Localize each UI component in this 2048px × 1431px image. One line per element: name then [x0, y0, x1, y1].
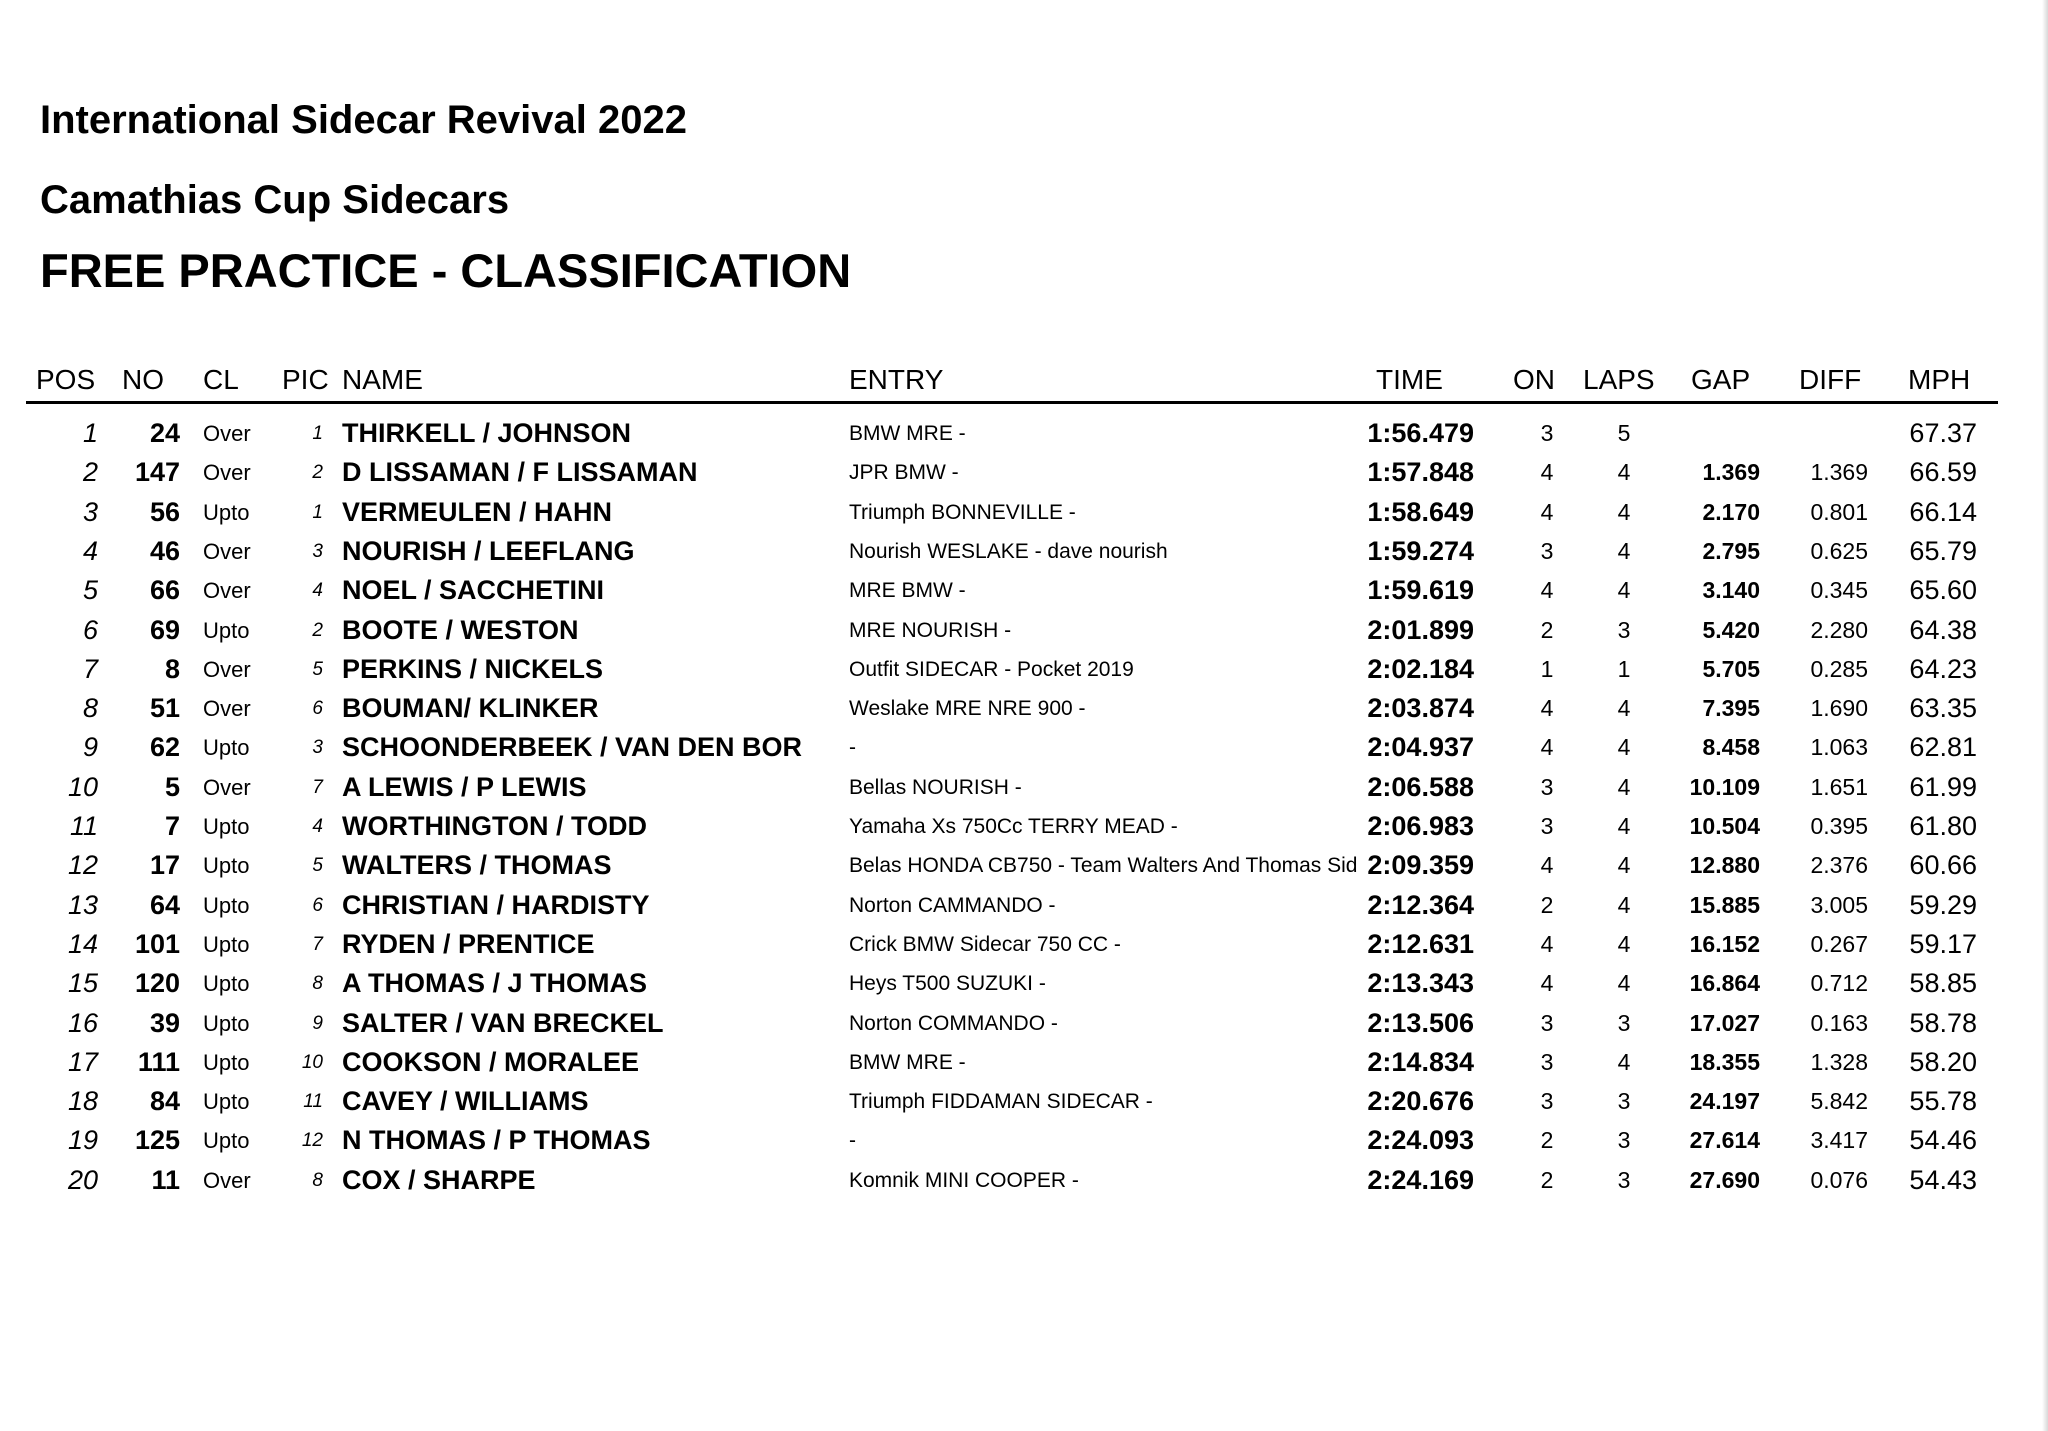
cell-mph: 61.80: [1909, 811, 1977, 841]
cell-pos: 13: [67, 889, 98, 920]
cell-gap: 1.369: [1702, 459, 1760, 486]
cell-name: SALTER / VAN BRECKEL: [342, 1007, 664, 1038]
cell-diff: 1.690: [1810, 695, 1868, 722]
cell-laps: 4: [1617, 498, 1631, 525]
cell-name: WALTERS / THOMAS: [342, 850, 612, 881]
cell-pic: 4: [312, 580, 323, 602]
cell-diff: 0.712: [1810, 970, 1868, 997]
cell-diff: 2.376: [1810, 852, 1868, 879]
cell-laps: 4: [1617, 537, 1631, 564]
cell-time: 2:24.093: [1367, 1125, 1474, 1156]
cell-time: 1:58.649: [1367, 496, 1474, 527]
table-row: [0, 728, 2048, 767]
cell-on: 2: [1540, 1166, 1554, 1193]
cell-on: 4: [1540, 852, 1554, 879]
cell-no: 69: [149, 614, 180, 645]
cell-time: 2:24.169: [1367, 1164, 1474, 1195]
col-header-laps: LAPS: [1583, 364, 1655, 395]
cell-no: 64: [149, 889, 180, 920]
cell-mph: 59.29: [1909, 889, 1977, 920]
cell-cl: Upto: [203, 1128, 250, 1154]
cell-no: 51: [149, 693, 180, 724]
cell-on: 2: [1540, 1127, 1554, 1154]
cell-gap: 15.885: [1689, 891, 1760, 918]
col-header-no: NO: [122, 364, 164, 395]
cell-on: 3: [1540, 420, 1554, 446]
cell-time: 2:20.676: [1367, 1086, 1474, 1117]
cell-gap: 16.152: [1689, 930, 1760, 957]
cell-pos: 4: [82, 535, 98, 566]
cell-name: THIRKELL / JOHNSON: [342, 418, 632, 448]
cell-mph: 62.81: [1909, 732, 1977, 763]
cell-gap: 7.395: [1702, 695, 1760, 722]
cell-time: 1:57.848: [1367, 457, 1474, 488]
cell-laps: 4: [1617, 1048, 1631, 1075]
cell-pos: 19: [67, 1125, 98, 1156]
cell-name: WORTHINGTON / TODD: [342, 811, 647, 841]
class-title: Camathias Cup Sidecars: [40, 178, 510, 222]
table-row: [0, 571, 2048, 610]
cell-laps: 4: [1617, 970, 1631, 997]
table-row: [0, 807, 2048, 846]
cell-cl: Over: [203, 538, 251, 564]
cell-pos: 15: [67, 968, 98, 999]
cell-mph: 60.66: [1909, 850, 1977, 881]
col-header-entry: ENTRY: [849, 364, 944, 395]
table-row: [0, 846, 2048, 885]
cell-on: 4: [1540, 459, 1554, 486]
cell-gap: 24.197: [1689, 1088, 1760, 1115]
cell-laps: 4: [1617, 852, 1631, 879]
cell-pos: 11: [69, 811, 98, 841]
cell-mph: 63.35: [1909, 693, 1977, 724]
cell-pos: 9: [82, 732, 98, 763]
table-row: [0, 1043, 2048, 1082]
cell-on: 4: [1540, 734, 1554, 761]
cell-mph: 61.99: [1909, 771, 1977, 802]
table-row: [0, 650, 2048, 689]
cell-laps: 3: [1617, 1127, 1631, 1154]
cell-time: 2:06.588: [1367, 771, 1474, 802]
col-header-diff: DIFF: [1799, 364, 1862, 395]
cell-diff: 0.395: [1810, 813, 1868, 839]
cell-time: 2:04.937: [1367, 732, 1474, 763]
cell-on: 2: [1540, 891, 1554, 918]
cell-no: 5: [164, 771, 180, 802]
cell-mph: 58.20: [1909, 1046, 1977, 1077]
cell-cl: Over: [203, 774, 251, 800]
cell-cl: Upto: [203, 499, 250, 525]
cell-diff: 1.369: [1810, 459, 1868, 486]
cell-diff: 0.625: [1810, 537, 1868, 564]
cell-entry: Belas HONDA CB750 - Team Walters And Thomas Sid: [849, 854, 1358, 878]
cell-laps: 4: [1617, 577, 1631, 604]
col-header-pos: POS: [36, 364, 96, 395]
cell-gap: 2.795: [1702, 537, 1760, 564]
cell-no: 62: [149, 732, 180, 763]
table-row: [0, 493, 2048, 532]
cell-gap: 8.458: [1702, 734, 1760, 761]
col-header-time: TIME: [1376, 364, 1443, 395]
cell-name: A THOMAS / J THOMAS: [342, 968, 648, 999]
cell-laps: 4: [1617, 891, 1631, 918]
cell-cl: Over: [203, 578, 251, 604]
cell-pic: 6: [312, 894, 323, 916]
cell-diff: 5.842: [1810, 1088, 1868, 1115]
cell-diff: 0.345: [1810, 577, 1868, 604]
cell-time: 2:06.983: [1367, 811, 1474, 841]
table-row: [0, 414, 2048, 453]
table-row: [0, 1161, 2048, 1200]
cell-entry: Triumph BONNEVILLE -: [849, 500, 1076, 524]
cell-pic: 1: [312, 423, 323, 444]
cell-name: A LEWIS / P LEWIS: [342, 771, 587, 802]
table-row: [0, 1121, 2048, 1160]
cell-pic: 12: [301, 1130, 323, 1152]
cell-pic: 3: [312, 737, 323, 759]
cell-no: 111: [137, 1046, 180, 1077]
session-title: FREE PRACTICE - CLASSIFICATION: [40, 244, 852, 297]
cell-laps: 5: [1617, 420, 1631, 446]
cell-pic: 7: [312, 933, 323, 955]
cell-no: 84: [149, 1086, 180, 1117]
cell-on: 2: [1540, 616, 1554, 643]
table-row: [0, 925, 2048, 964]
col-header-mph: MPH: [1908, 364, 1971, 395]
cell-pos: 10: [67, 771, 98, 802]
cell-time: 1:59.274: [1367, 535, 1474, 566]
cell-pos: 16: [67, 1007, 98, 1038]
table-row: [0, 532, 2048, 571]
cell-pos: 3: [82, 496, 98, 527]
cell-name: N THOMAS / P THOMAS: [342, 1125, 651, 1156]
cell-no: 17: [149, 850, 180, 881]
cell-cl: Upto: [203, 814, 250, 839]
cell-mph: 55.78: [1909, 1086, 1977, 1117]
cell-pos: 12: [67, 850, 98, 881]
cell-no: 39: [149, 1007, 180, 1038]
cell-entry: Komnik MINI COOPER -: [849, 1168, 1079, 1192]
cell-gap: 16.864: [1689, 970, 1760, 997]
cell-mph: 54.46: [1909, 1125, 1977, 1156]
cell-pic: 3: [312, 540, 323, 562]
cell-pic: 1: [312, 501, 323, 523]
cell-name: RYDEN / PRENTICE: [342, 928, 595, 959]
event-title: International Sidecar Revival 2022: [40, 98, 687, 142]
col-header-pic: PIC: [282, 364, 329, 395]
cell-no: 101: [134, 928, 180, 959]
cell-no: 24: [149, 418, 180, 448]
cell-entry: JPR BMW -: [849, 461, 959, 485]
cell-cl: Over: [203, 421, 251, 446]
cell-cl: Upto: [203, 892, 250, 918]
cell-name: VERMEULEN / HAHN: [342, 496, 613, 527]
cell-cl: Over: [203, 656, 251, 682]
cell-time: 2:09.359: [1367, 850, 1474, 881]
cell-cl: Upto: [203, 1089, 250, 1115]
cell-laps: 3: [1617, 1009, 1631, 1036]
cell-entry: Norton COMMANDO -: [849, 1011, 1058, 1035]
cell-gap: 5.420: [1702, 616, 1760, 643]
cell-gap: 12.880: [1689, 852, 1760, 879]
cell-diff: 0.076: [1810, 1166, 1868, 1193]
cell-cl: Upto: [203, 971, 250, 997]
cell-gap: 10.504: [1689, 813, 1760, 839]
cell-on: 3: [1540, 1009, 1554, 1036]
cell-cl: Upto: [203, 931, 250, 957]
cell-cl: Upto: [203, 1010, 250, 1036]
table-row: [0, 886, 2048, 925]
col-header-name: NAME: [342, 364, 423, 395]
cell-pos: 5: [82, 575, 98, 606]
cell-name: SCHOONDERBEEK / VAN DEN BOR: [342, 732, 803, 763]
cell-pos: 6: [82, 614, 98, 645]
cell-mph: 64.38: [1909, 614, 1977, 645]
cell-pic: 11: [303, 1091, 323, 1113]
cell-no: 56: [149, 496, 180, 527]
cell-entry: Nourish WESLAKE - dave nourish: [849, 539, 1168, 563]
cell-pos: 14: [67, 928, 98, 959]
cell-diff: 0.801: [1810, 498, 1868, 525]
cell-time: 2:02.184: [1367, 653, 1474, 684]
cell-mph: 66.14: [1909, 496, 1977, 527]
cell-on: 3: [1540, 813, 1554, 839]
table-row: [0, 768, 2048, 807]
cell-on: 4: [1540, 930, 1554, 957]
cell-on: 4: [1540, 695, 1554, 722]
cell-cl: Upto: [203, 735, 250, 761]
cell-laps: 4: [1617, 734, 1631, 761]
cell-entry: Yamaha Xs 750Cc TERRY MEAD -: [849, 815, 1178, 838]
cell-entry: Weslake MRE NRE 900 -: [849, 697, 1086, 721]
table-row: [0, 611, 2048, 650]
cell-entry: Crick BMW Sidecar 750 CC -: [849, 932, 1121, 956]
header-divider: [26, 401, 1998, 404]
cell-entry: Norton CAMMANDO -: [849, 893, 1056, 917]
table-row: [0, 453, 2048, 492]
cell-on: 3: [1540, 537, 1554, 564]
cell-entry: BMW MRE -: [849, 1050, 966, 1074]
cell-pos: 7: [82, 653, 98, 684]
cell-mph: 66.59: [1909, 457, 1977, 488]
cell-on: 4: [1540, 577, 1554, 604]
col-header-gap: GAP: [1691, 364, 1751, 395]
cell-name: COX / SHARPE: [342, 1164, 536, 1195]
cell-mph: 65.79: [1909, 535, 1977, 566]
cell-entry: Outfit SIDECAR - Pocket 2019: [849, 657, 1134, 681]
cell-laps: 4: [1617, 459, 1631, 486]
cell-no: 11: [151, 1164, 180, 1195]
cell-diff: 1.063: [1810, 734, 1868, 761]
cell-on: 3: [1540, 773, 1554, 800]
cell-entry: Bellas NOURISH -: [849, 775, 1022, 799]
cell-gap: 5.705: [1702, 655, 1760, 682]
cell-laps: 1: [1617, 655, 1631, 682]
cell-pos: 1: [82, 418, 98, 448]
cell-cl: Upto: [203, 617, 250, 643]
cell-time: 2:13.343: [1367, 968, 1474, 999]
cell-diff: 3.417: [1810, 1127, 1868, 1154]
cell-laps: 4: [1617, 813, 1631, 839]
cell-pic: 9: [312, 1012, 323, 1034]
cell-pos: 8: [82, 693, 98, 724]
table-row: [0, 1082, 2048, 1121]
cell-gap: 2.170: [1702, 498, 1760, 525]
cell-name: BOUMAN/ KLINKER: [342, 693, 599, 724]
cell-cl: Upto: [203, 853, 250, 879]
cell-diff: 0.267: [1810, 930, 1868, 957]
cell-pos: 20: [67, 1164, 98, 1195]
cell-entry: MRE BMW -: [849, 579, 966, 603]
cell-no: 120: [134, 968, 180, 999]
cell-cl: Upto: [203, 1049, 250, 1075]
cell-cl: Over: [203, 460, 251, 486]
cell-name: NOURISH / LEEFLANG: [342, 535, 635, 566]
cell-gap: 27.690: [1689, 1166, 1760, 1193]
cell-diff: 1.651: [1810, 773, 1868, 800]
cell-time: 2:12.631: [1367, 928, 1474, 959]
cell-mph: 58.85: [1909, 968, 1977, 999]
cell-pic: 8: [312, 1169, 323, 1191]
cell-gap: 18.355: [1689, 1048, 1760, 1075]
cell-pic: 4: [312, 816, 323, 837]
cell-laps: 4: [1617, 695, 1631, 722]
cell-entry: MRE NOURISH -: [849, 618, 1012, 642]
col-header-cl: CL: [203, 364, 239, 395]
cell-entry: BMW MRE -: [849, 422, 966, 445]
cell-name: D LISSAMAN / F LISSAMAN: [342, 457, 698, 488]
cell-no: 7: [164, 811, 180, 841]
cell-no: 125: [134, 1125, 180, 1156]
cell-laps: 3: [1617, 1166, 1631, 1193]
cell-time: 1:56.479: [1367, 418, 1474, 448]
cell-entry: Heys T500 SUZUKI -: [849, 972, 1046, 996]
cell-mph: 59.17: [1909, 928, 1977, 959]
cell-time: 1:59.619: [1367, 575, 1474, 606]
cell-on: 3: [1540, 1088, 1554, 1115]
cell-pos: 18: [67, 1086, 98, 1117]
cell-time: 2:01.899: [1367, 614, 1474, 645]
cell-cl: Over: [203, 696, 251, 722]
cell-gap: 27.614: [1689, 1127, 1760, 1154]
cell-gap: 17.027: [1689, 1009, 1760, 1036]
cell-diff: 2.280: [1810, 616, 1868, 643]
cell-mph: 54.43: [1909, 1164, 1977, 1195]
cell-name: PERKINS / NICKELS: [342, 653, 604, 684]
cell-on: 3: [1540, 1048, 1554, 1075]
cell-name: NOEL / SACCHETINI: [342, 575, 605, 606]
cell-no: 66: [149, 575, 180, 606]
cell-gap: 3.140: [1702, 577, 1760, 604]
cell-pos: 2: [82, 457, 98, 488]
cell-time: 2:12.364: [1367, 889, 1474, 920]
cell-diff: 0.285: [1810, 655, 1868, 682]
cell-pic: 6: [312, 698, 323, 720]
cell-pic: 5: [312, 855, 323, 877]
table-row: [0, 964, 2048, 1003]
cell-no: 8: [164, 653, 180, 684]
col-header-on: ON: [1513, 364, 1555, 395]
cell-entry: -: [849, 1129, 856, 1153]
cell-diff: 3.005: [1810, 891, 1868, 918]
cell-laps: 4: [1617, 773, 1631, 800]
cell-on: 4: [1540, 970, 1554, 997]
cell-on: 1: [1540, 655, 1554, 682]
cell-diff: 1.328: [1810, 1048, 1868, 1075]
cell-mph: 58.78: [1909, 1007, 1977, 1038]
cell-on: 4: [1540, 498, 1554, 525]
cell-entry: -: [849, 736, 856, 760]
cell-pic: 2: [312, 619, 323, 641]
cell-pic: 7: [312, 776, 323, 798]
cell-pic: 10: [301, 1051, 323, 1073]
cell-gap: 10.109: [1689, 773, 1760, 800]
cell-name: BOOTE / WESTON: [342, 614, 579, 645]
cell-cl: Over: [203, 1167, 251, 1193]
table-row: [0, 1004, 2048, 1043]
cell-name: CHRISTIAN / HARDISTY: [342, 889, 650, 920]
cell-name: COOKSON / MORALEE: [342, 1046, 640, 1077]
table-row: [0, 689, 2048, 728]
cell-name: CAVEY / WILLIAMS: [342, 1086, 589, 1117]
cell-pic: 2: [312, 462, 323, 484]
cell-no: 147: [134, 457, 180, 488]
cell-entry: Triumph FIDDAMAN SIDECAR -: [849, 1090, 1153, 1114]
cell-diff: 0.163: [1810, 1009, 1868, 1036]
cell-mph: 64.23: [1909, 653, 1977, 684]
cell-laps: 3: [1617, 616, 1631, 643]
cell-pic: 5: [312, 658, 323, 680]
cell-laps: 4: [1617, 930, 1631, 957]
cell-time: 2:03.874: [1367, 693, 1474, 724]
cell-mph: 65.60: [1909, 575, 1977, 606]
cell-pos: 17: [67, 1046, 98, 1077]
cell-no: 46: [149, 535, 180, 566]
cell-laps: 3: [1617, 1088, 1631, 1115]
cell-mph: 67.37: [1909, 418, 1977, 448]
cell-time: 2:13.506: [1367, 1007, 1474, 1038]
cell-time: 2:14.834: [1367, 1046, 1474, 1077]
cell-pic: 8: [312, 973, 323, 995]
